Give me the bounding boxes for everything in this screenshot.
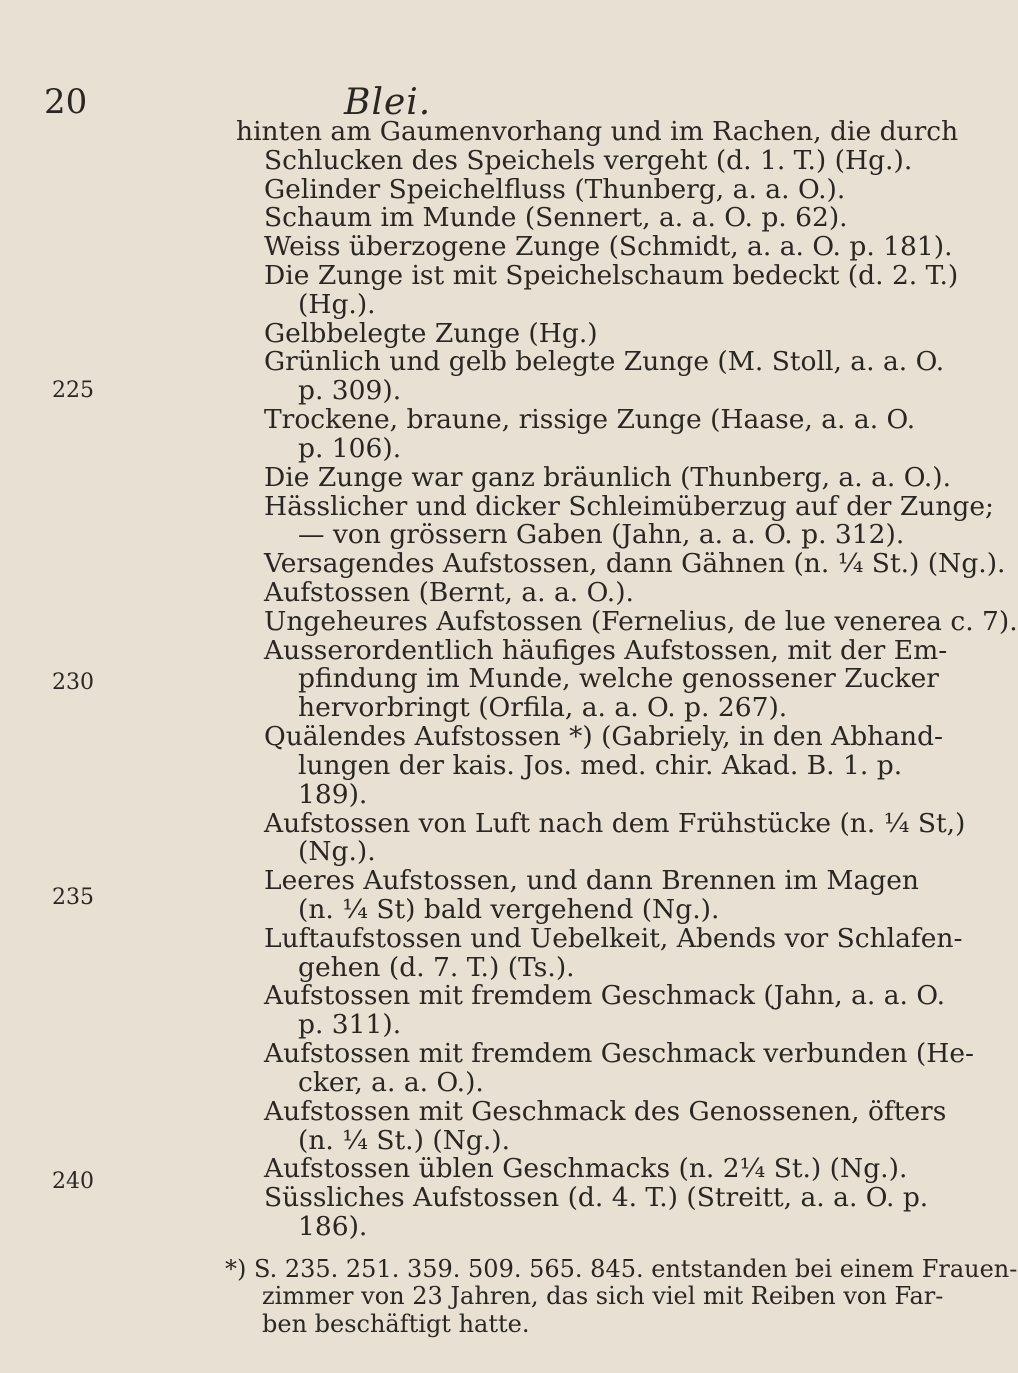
text-line: Aufstossen (Bernt, a. a. O.).	[264, 577, 634, 609]
text-line: Weiss überzogene Zunge (Schmidt, a. a. O. p. 181).	[264, 231, 953, 263]
text-line: gehen (d. 7. T.) (Ts.).	[298, 951, 575, 983]
text-line: p. 311).	[298, 1009, 402, 1041]
text-line: Luftaufstossen und Uebelkeit, Abends vor Schlafen-	[264, 922, 963, 954]
text-line: lungen der kais. Jos. med. chir. Akad. B. 1. p.	[298, 749, 903, 781]
footnote-line: zimmer von 23 Jahren, das sich viel mit Reiben von Far-	[262, 1282, 944, 1311]
line-number: 235	[52, 885, 94, 911]
text-line: Aufstossen von Luft nach dem Frühstücke (n. ¼ St,)	[264, 807, 966, 839]
line-number: 225	[52, 378, 94, 404]
text-line: Aufstossen üblen Geschmacks (n. 2¼ St.) (Ng.).	[264, 1153, 908, 1185]
text-line: — von grössern Gaben (Jahn, a. a. O. p. 312).	[298, 519, 905, 551]
text-line: hervorbringt (Orfila, a. a. O. p. 267).	[298, 692, 788, 724]
text-line: Versagendes Aufstossen, dann Gähnen (n. ¼ St.) (Ng.).	[264, 548, 1006, 580]
text-line: Gelinder Speichelfluss (Thunberg, a. a. O.).	[264, 173, 846, 205]
text-line: 189).	[298, 778, 368, 810]
running-head: Blei.	[344, 82, 432, 123]
text-line: Gelbbelegte Zunge (Hg.)	[264, 317, 598, 349]
text-line: Trockene, braune, rissige Zunge (Haase, a. a. O.	[264, 404, 916, 436]
text-line: Quälendes Aufstossen *) (Gabriely, in den Abhand-	[264, 721, 944, 753]
text-line: Ausserordentlich häufiges Aufstossen, mit der Em-	[264, 634, 948, 666]
text-line: Ungeheures Aufstossen (Fernelius, de lue venerea c. 7).	[264, 605, 1018, 637]
text-line: Aufstossen mit fremdem Geschmack (Jahn, a. a. O.	[264, 980, 945, 1012]
text-line: Aufstossen mit fremdem Geschmack verbunden (He-	[264, 1038, 975, 1070]
line-number: 230	[52, 669, 94, 695]
footnote-line: *) S. 235. 251. 359. 509. 565. 845. entstanden bei einem Frauen-	[225, 1255, 1018, 1284]
text-line: (n. ¼ St) bald vergehend (Ng.).	[298, 893, 720, 925]
text-line: Süssliches Aufstossen (d. 4. T.) (Streitt, a. a. O. p.	[264, 1182, 929, 1214]
text-line: Die Zunge ist mit Speichelschaum bedeckt (d. 2. T.)	[264, 260, 959, 292]
text-line: p. 106).	[298, 432, 402, 464]
text-line: 186).	[298, 1210, 368, 1242]
text-line: p. 309).	[298, 375, 402, 407]
text-line: (Ng.).	[298, 836, 376, 868]
text-line: Die Zunge war ganz bräunlich (Thunberg, a. a. O.).	[264, 461, 952, 493]
text-line: pfindung im Munde, welche genossener Zucker	[298, 663, 939, 695]
line-number: 240	[52, 1169, 94, 1195]
text-line: hinten am Gaumenvorhang und im Rachen, die durch	[236, 115, 959, 147]
text-line: Schlucken des Speichels vergeht (d. 1. T.) (Hg.).	[264, 144, 913, 176]
text-line: cker, a. a. O.).	[298, 1066, 484, 1098]
text-line: Schaum im Munde (Sennert, a. a. O. p. 62).	[264, 202, 848, 234]
text-line: Aufstossen mit Geschmack des Genossenen, öfters	[264, 1095, 947, 1127]
text-line: Grünlich und gelb belegte Zunge (M. Stoll, a. a. O.	[264, 346, 945, 378]
text-line: Leeres Aufstossen, und dann Brennen im Magen	[264, 865, 919, 897]
text-line: (n. ¼ St.) (Ng.).	[298, 1124, 511, 1156]
text-line: (Hg.).	[298, 288, 376, 320]
page-number: 20	[44, 82, 88, 122]
footnote-line: ben beschäftigt hatte.	[262, 1309, 530, 1338]
text-line: Hässlicher und dicker Schleimüberzug auf der Zunge;	[264, 490, 994, 522]
